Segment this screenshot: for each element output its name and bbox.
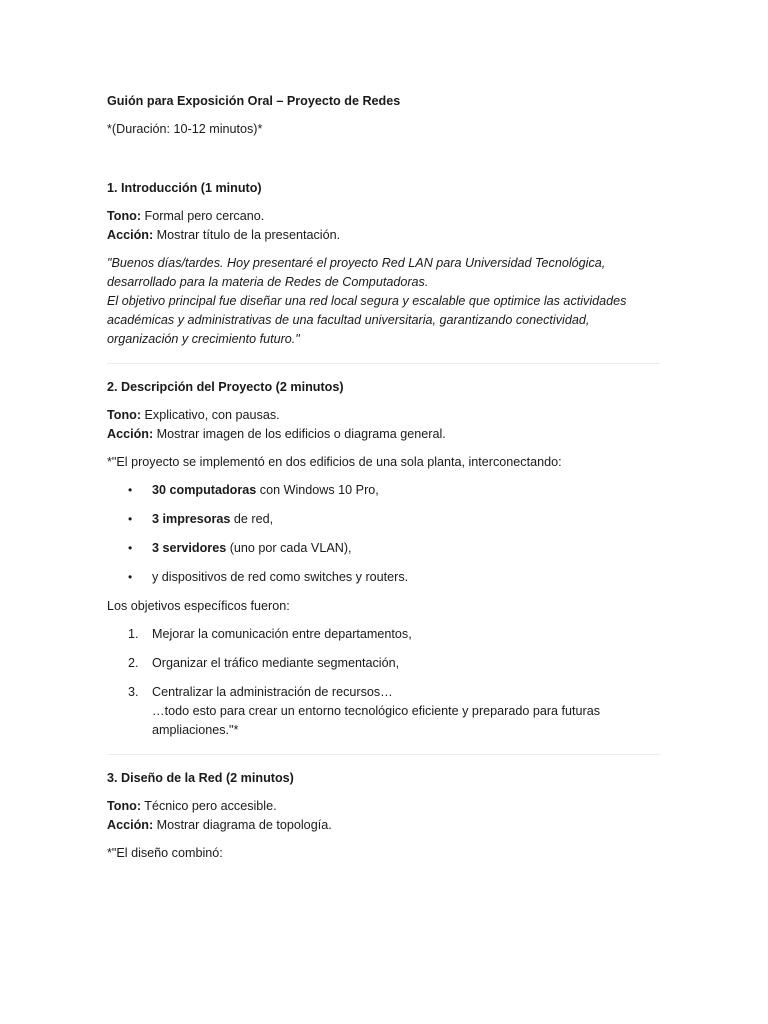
tone-text: Explicativo, con pausas. (141, 408, 280, 422)
objectives-intro: Los objetivos específicos fueron: (107, 599, 290, 613)
tone-action-block (107, 406, 660, 444)
action-text: Mostrar diagrama de topología. (153, 818, 332, 832)
section-divider (107, 363, 660, 364)
list-item (107, 539, 660, 558)
item-continuation: …todo esto para crear un entorno tecnológico eficiente y preparado para futuras ampliaciones."* (152, 704, 601, 737)
action-label: Acción: (107, 427, 154, 441)
intro-quote (107, 254, 660, 349)
tone-label: Tono: (107, 209, 142, 223)
duration-note: *(Duración: 10-12 minutos)* (107, 122, 263, 136)
tone-label: Tono: (107, 799, 142, 813)
item-text: y dispositivos de red como switches y routers. (152, 570, 409, 584)
item-bold: 3 servidores (152, 541, 227, 555)
bullet-marker: • (128, 483, 133, 497)
list-item (107, 683, 660, 740)
tone-action-block (107, 207, 660, 245)
item-text: Centralizar la administración de recursos… (152, 685, 393, 699)
list-item (107, 481, 660, 500)
action-text: Mostrar título de la presentación. (153, 228, 341, 242)
objectives-list (107, 625, 660, 740)
item-text: con Windows 10 Pro, (256, 483, 379, 497)
list-item (107, 625, 660, 644)
tone-action-block (107, 797, 660, 835)
list-item (107, 568, 660, 587)
item-bold: 30 computadoras (152, 483, 257, 497)
action-text: Mostrar imagen de los edificios o diagrama general. (153, 427, 446, 441)
tone-text: Técnico pero accesible. (141, 799, 277, 813)
item-text: (uno por cada VLAN), (226, 541, 352, 555)
item-number: 1. (128, 627, 139, 641)
quote-line: "Buenos días/tardes. Hoy presentaré el proyecto Red LAN para Universidad Tecnológica, desarrollado para la materia de Redes de Computadoras. (107, 256, 606, 289)
bullet-marker: • (128, 541, 133, 555)
section-diseno (107, 769, 660, 863)
item-text: Mejorar la comunicación entre departamentos, (152, 627, 412, 641)
design-intro: *"El diseño combinó: (107, 846, 223, 860)
action-label: Acción: (107, 228, 154, 242)
list-item (107, 654, 660, 673)
item-number: 2. (128, 656, 139, 670)
components-list (107, 481, 660, 587)
bullet-marker: • (128, 570, 133, 584)
section-introduccion (107, 179, 660, 349)
action-label: Acción: (107, 818, 154, 832)
section-divider (107, 754, 660, 755)
section-descripcion (107, 378, 660, 740)
section-heading: 3. Diseño de la Red (2 minutos) (107, 771, 294, 785)
item-bold: 3 impresoras (152, 512, 231, 526)
section-heading: 2. Descripción del Proyecto (2 minutos) (107, 380, 344, 394)
item-text: de red, (230, 512, 274, 526)
project-intro: *"El proyecto se implementó en dos edificios de una sola planta, interconectando: (107, 455, 562, 469)
item-text: Organizar el tráfico mediante segmentación, (152, 656, 400, 670)
tone-text: Formal pero cercano. (141, 209, 265, 223)
item-number: 3. (128, 685, 139, 699)
bullet-marker: • (128, 512, 133, 526)
document-title: Guión para Exposición Oral – Proyecto de Redes (107, 94, 401, 108)
quote-line: El objetivo principal fue diseñar una red local segura y escalable que optimice las actividades académicas y administrativas de una facultad universitaria, garantizando conectividad, organización y crecimiento futuro." (107, 294, 627, 346)
section-heading: 1. Introducción (1 minuto) (107, 181, 262, 195)
tone-label: Tono: (107, 408, 142, 422)
list-item (107, 510, 660, 529)
